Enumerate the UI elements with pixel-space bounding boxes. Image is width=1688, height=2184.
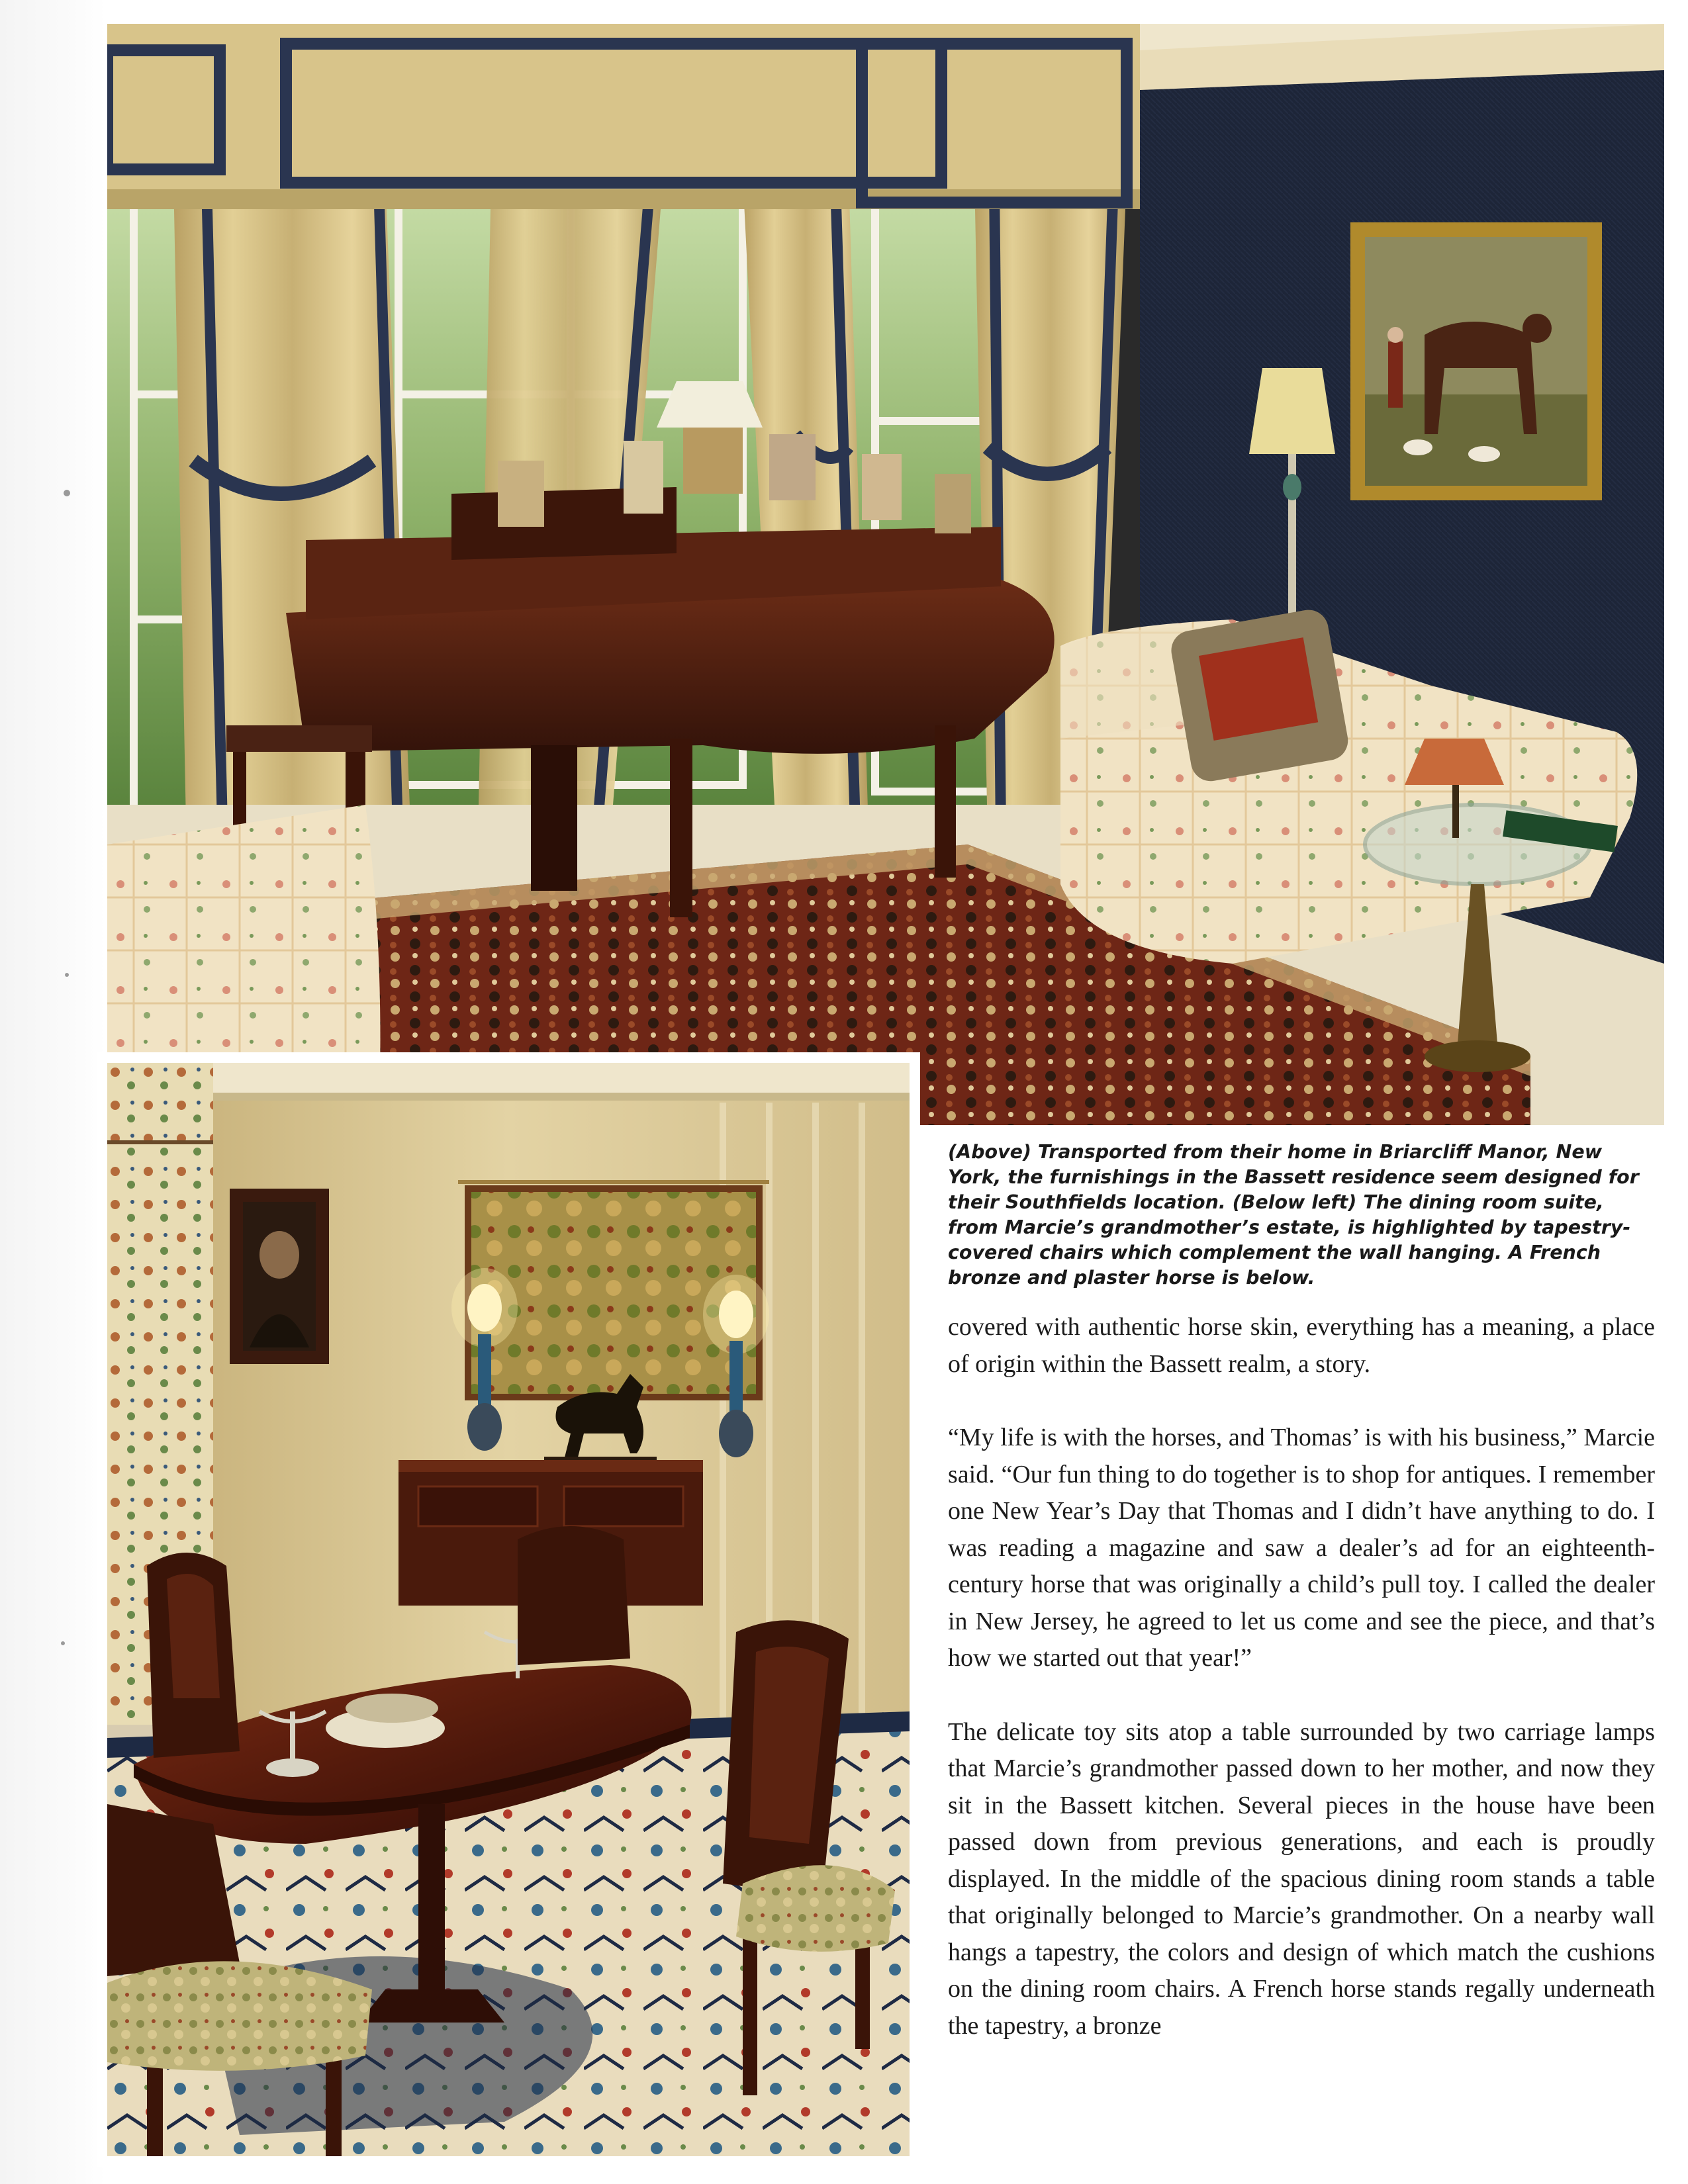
photo-caption: (Above) Transported from their home in Briarcliff Manor, New York, the furnishings in the Bassett residence seem designed for their Southfields location. (Below left) The dining room suite, from Marcie’s grandmother’s estate, is highlighted by tapestry-covered chairs which complement the wall hanging. A French bronze and plaster horse is below. — [948, 1141, 1639, 1289]
scan-speck — [61, 1641, 65, 1645]
scan-speck — [65, 973, 69, 977]
article-paragraph: “My life is with the horses, and Thomas’ is with his business,” Marcie said. “Our fun thing to do together is to shop for antiques. I remember one New Year’s Day that Thomas and I didn’t have anything to do. I was reading a magazine and saw a dealer’s ad for an eighteenth-century horse that was originally a child’s pull toy. I called the dealer in New Jersey, he agreed to let us come and see the piece, and that’s how we started out that year!” — [948, 1424, 1655, 1672]
article-paragraph: covered with authentic horse skin, everything has a meaning, a place of origin within the Bassett realm, a story. — [948, 1313, 1655, 1378]
article-paragraph: The delicate toy sits atop a table surrounded by two carriage lamps that Marcie’s grandmother passed down to her mother, and now they sit in the Bassett kitchen. Several pieces in the house have been passed down from previous generations, and each is proudly displayed. In the middle of the spacious dining room stands a table that originally belonged to Marcie’s grandmother. On a nearby wall hangs a tapestry, the colors and design of which match the cushions on the dining room chairs. A French horse stands regally underneath the tapestry, a bronze — [948, 1717, 1655, 2040]
scan-margin — [0, 0, 106, 2184]
dining-room-photo — [107, 1063, 910, 2156]
living-room-photo — [107, 24, 1664, 1125]
article-body — [948, 1309, 1655, 2081]
scan-speck — [64, 490, 70, 496]
